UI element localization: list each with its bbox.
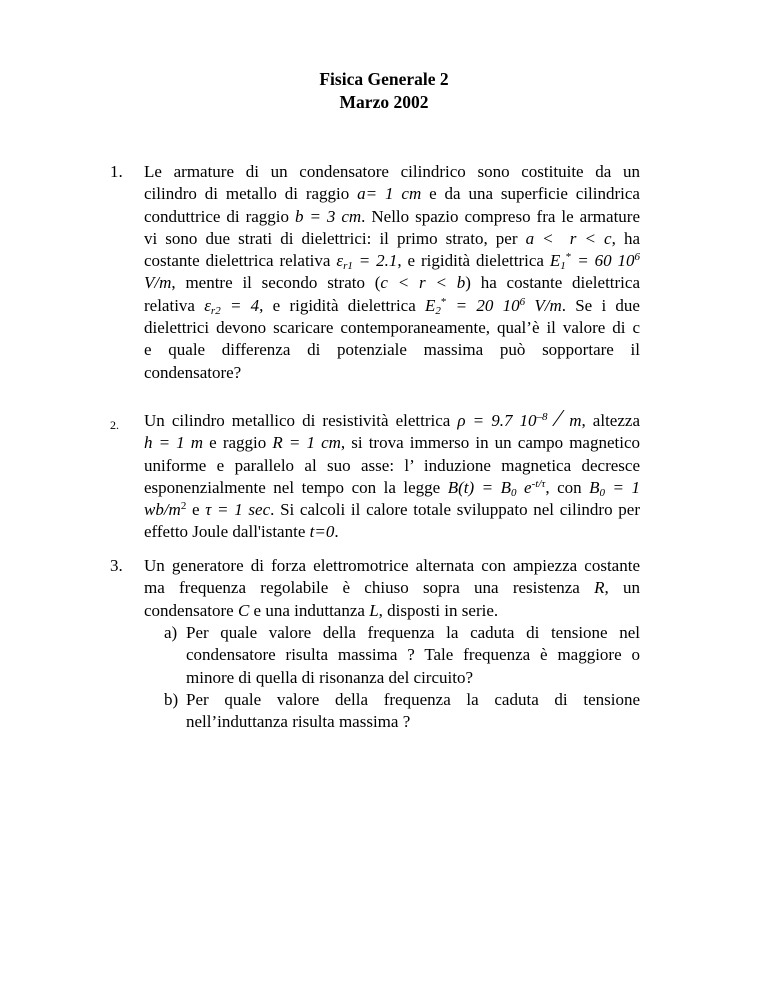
problem-line: h = 1 m e raggio R = 1 cm, si trova immerso in un campo magnetico [144, 433, 641, 453]
problem-line: relativa $\varepsilon_{r2} = 4$, e rigidità dielettrica $E_2^* = 20$ $10^6$ V/m. Se i due [144, 295, 640, 317]
problem-line: ma frequenza regolabile è chiuso sopra una resistenza R, un [144, 578, 641, 598]
sub-question-label: a) [164, 623, 178, 642]
problem-line: condensatore risulta massima ? Tale frequenza è maggiore o [186, 645, 640, 665]
problem-line: condensatore C e una induttanza L, disposti in serie. [144, 600, 499, 620]
problem-line: e quale differenza di potenziale massima può sopportare il [144, 340, 640, 360]
problem-line: Per quale valore della frequenza la caduta di tensione [186, 690, 640, 709]
problem-line: conduttrice di raggio b = 3 cm. Nello spazio compreso fra le armature [144, 206, 640, 226]
problem-3-text [144, 555, 641, 732]
problem-line: Un generatore di forza elettromotrice alternata con ampiezza costante [144, 556, 640, 575]
sub-question-label: b) [164, 690, 179, 709]
problem-1-number: 1. [110, 162, 123, 181]
problem-line: Per quale valore della frequenza la caduta di tensione nel [186, 623, 640, 642]
document-date: Marzo 2002 [339, 92, 429, 112]
problem-1-text [144, 161, 640, 384]
problem-line: cilindro di metallo di raggio a= 1 cm e da una superficie cilindrica [144, 184, 640, 204]
problem-2-text [144, 406, 641, 544]
problem-line: minore di quella di risonanza del circuito? [186, 667, 474, 687]
problem-2-number: 2. [110, 418, 119, 432]
problem-line: $wb/m^2$ e τ = 1 sec. Si calcoli il calore totale sviluppato nel cilindro per [144, 500, 640, 520]
problem-line: nell’induttanza risulta massima ? [186, 712, 411, 732]
problem-line: uniforme e parallelo al suo asse: l’ induzione magnetica decresce [144, 455, 640, 475]
problem-line: vi sono due strati di dielettrici: il primo strato, per a < r < c, ha [144, 228, 640, 248]
problem-line: condensatore? [144, 362, 242, 382]
problem-3-number: 3. [110, 556, 123, 575]
problem-line: esponenzialmente nel tempo con la legge $B(t) = B_0$ $e^{-t/\tau}$, con $B_0 = 1$ [144, 477, 641, 499]
problem-line: Un cilindro metallico di resistività elettrica ρ = 9.7 $10^{-8}$ ⁄ m, altezza [144, 406, 640, 432]
document-title: Fisica Generale 2 [319, 69, 449, 89]
problem-line: effetto Joule dall'istante t=0. [144, 522, 339, 542]
problem-line: dielettrici devono scaricare contemporaneamente, qual’è il valore di c [144, 318, 640, 338]
problem-line: V/m, mentre il secondo strato (c < r < b) ha costante dielettrica [144, 273, 640, 293]
problem-line: costante dielettrica relativa $\varepsilon_{r1} = 2.1$, e rigidità dielettrica $E_1^* = 60$ $10^6$ [144, 251, 640, 273]
problem-line: Le armature di un condensatore cilindrico sono costituite da un [144, 162, 640, 181]
